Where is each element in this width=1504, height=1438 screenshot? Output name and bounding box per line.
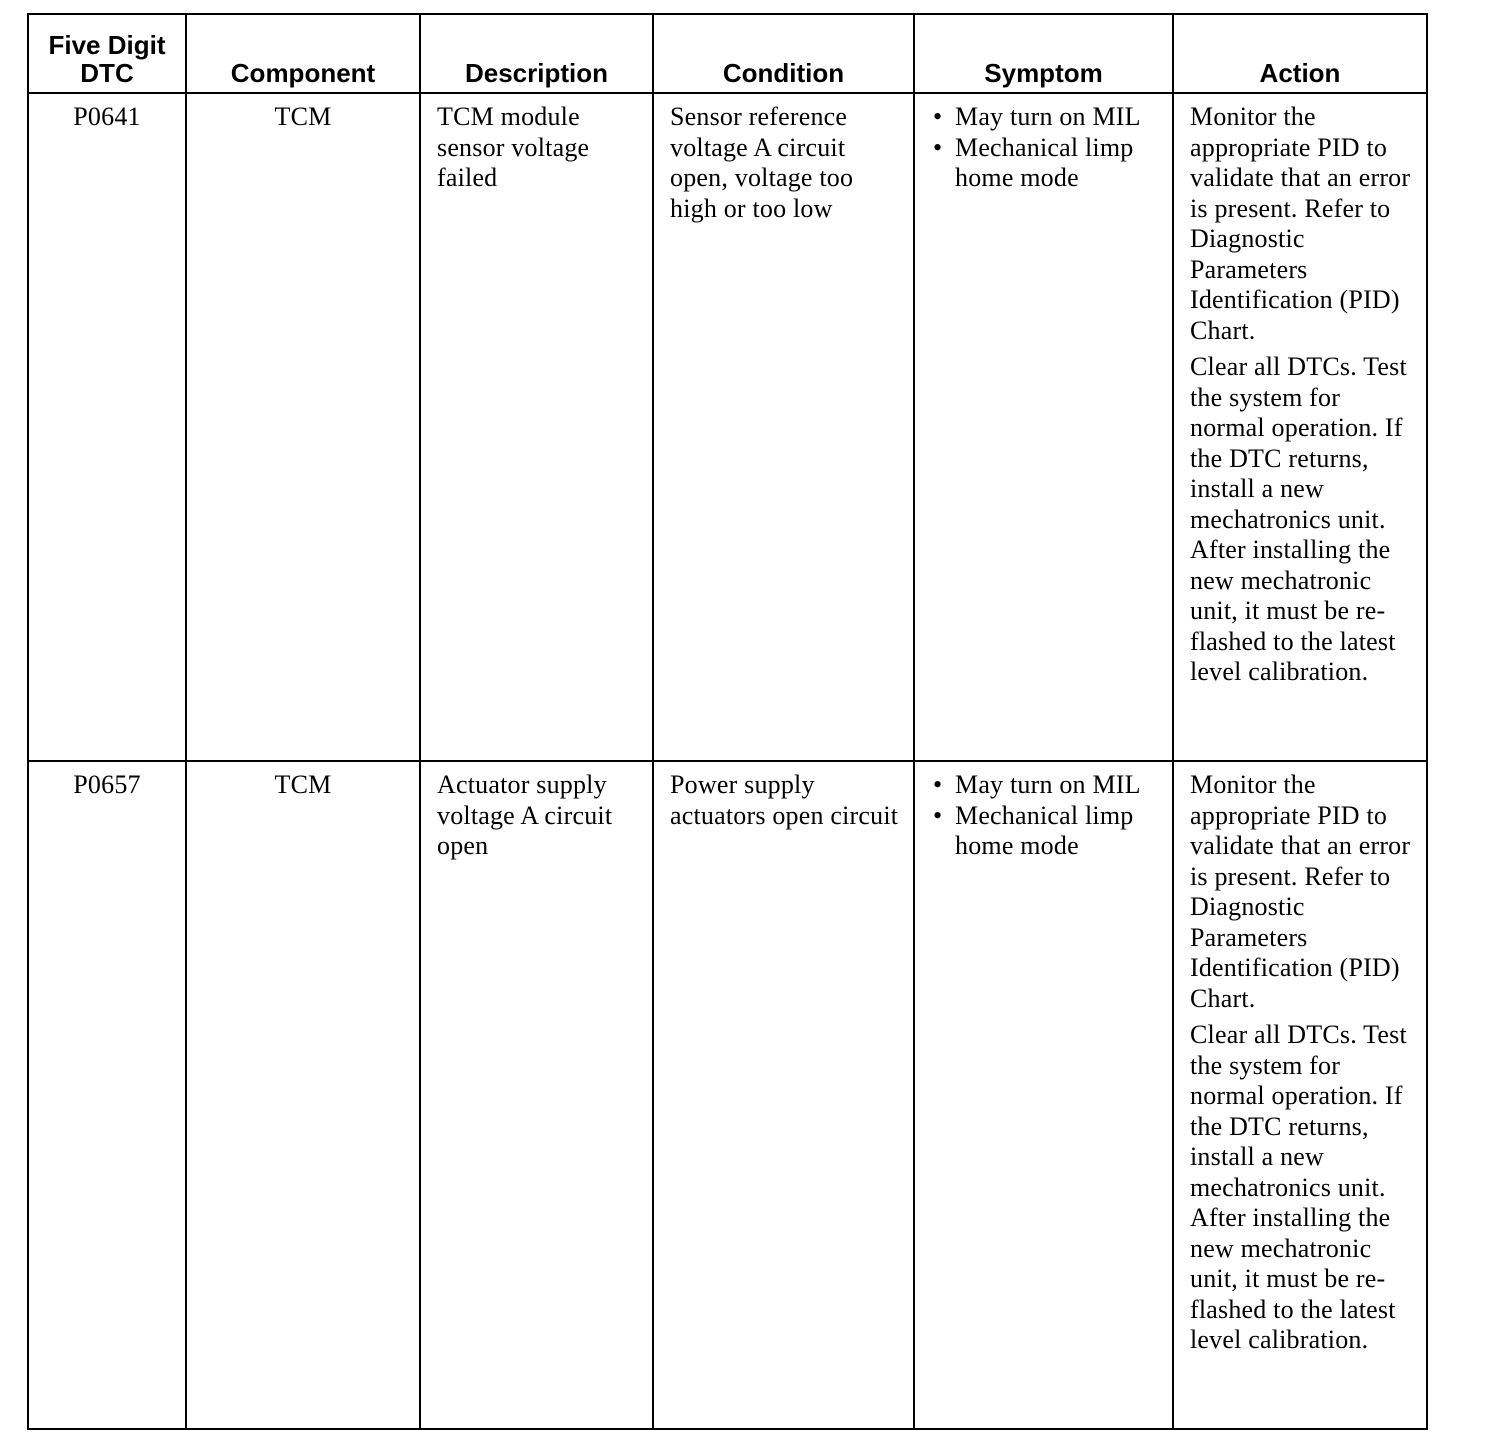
action-paragraph: Monitor the appropriate PID to validate that an error is present. Refer to Diagnostic Parameters Identification (PID) Chart. (1190, 770, 1411, 1013)
symptom-cell (914, 761, 1173, 1429)
condition-cell: Power supply actuators open circuit (653, 761, 914, 1429)
action-cell (1173, 761, 1427, 1429)
dtc-code-cell: P0641 (28, 93, 186, 761)
action-paragraph: Clear all DTCs. Test the system for normal operation. If the DTC returns, install a new mechatronics unit. After installing the new mechatronic unit, it must be re-flashed to the latest level calibration. (1190, 352, 1407, 686)
condition-cell: Sensor reference voltage A circuit open, voltage too high or too low (653, 93, 914, 761)
header-description: Description (420, 14, 653, 93)
action-cell (1173, 93, 1427, 761)
description-cell: TCM module sensor voltage failed (420, 93, 653, 761)
symptom-cell (914, 93, 1173, 761)
action-paragraph: Clear all DTCs. Test the system for normal operation. If the DTC returns, install a new mechatronics unit. After installing the new mechatronic unit, it must be re-flashed to the latest level calibration. (1190, 1020, 1407, 1354)
component-cell: TCM (186, 93, 420, 761)
action-paragraph: Monitor the appropriate PID to validate that an error is present. Refer to Diagnostic Parameters Identification (PID) Chart. (1190, 102, 1411, 345)
component-cell: TCM (186, 761, 420, 1429)
symptom-list (931, 770, 1162, 862)
symptom-item: • Mechanical limp home mode (955, 801, 1162, 862)
header-action: Action (1173, 14, 1427, 93)
header-row (28, 14, 1427, 93)
header-component: Component (186, 14, 420, 93)
header-symptom: Symptom (914, 14, 1173, 93)
symptom-item: • May turn on MIL (955, 102, 1162, 133)
symptom-list (931, 102, 1162, 194)
header-five-digit-dtc: Five Digit DTC (28, 14, 186, 93)
table-row (28, 93, 1427, 761)
header-condition: Condition (653, 14, 914, 93)
symptom-item: • Mechanical limp home mode (955, 133, 1162, 194)
table-row (28, 761, 1427, 1429)
symptom-item: • May turn on MIL (955, 770, 1162, 801)
dtc-table (27, 13, 1428, 1430)
description-cell: Actuator supply voltage A circuit open (420, 761, 653, 1429)
dtc-code-cell: P0657 (28, 761, 186, 1429)
